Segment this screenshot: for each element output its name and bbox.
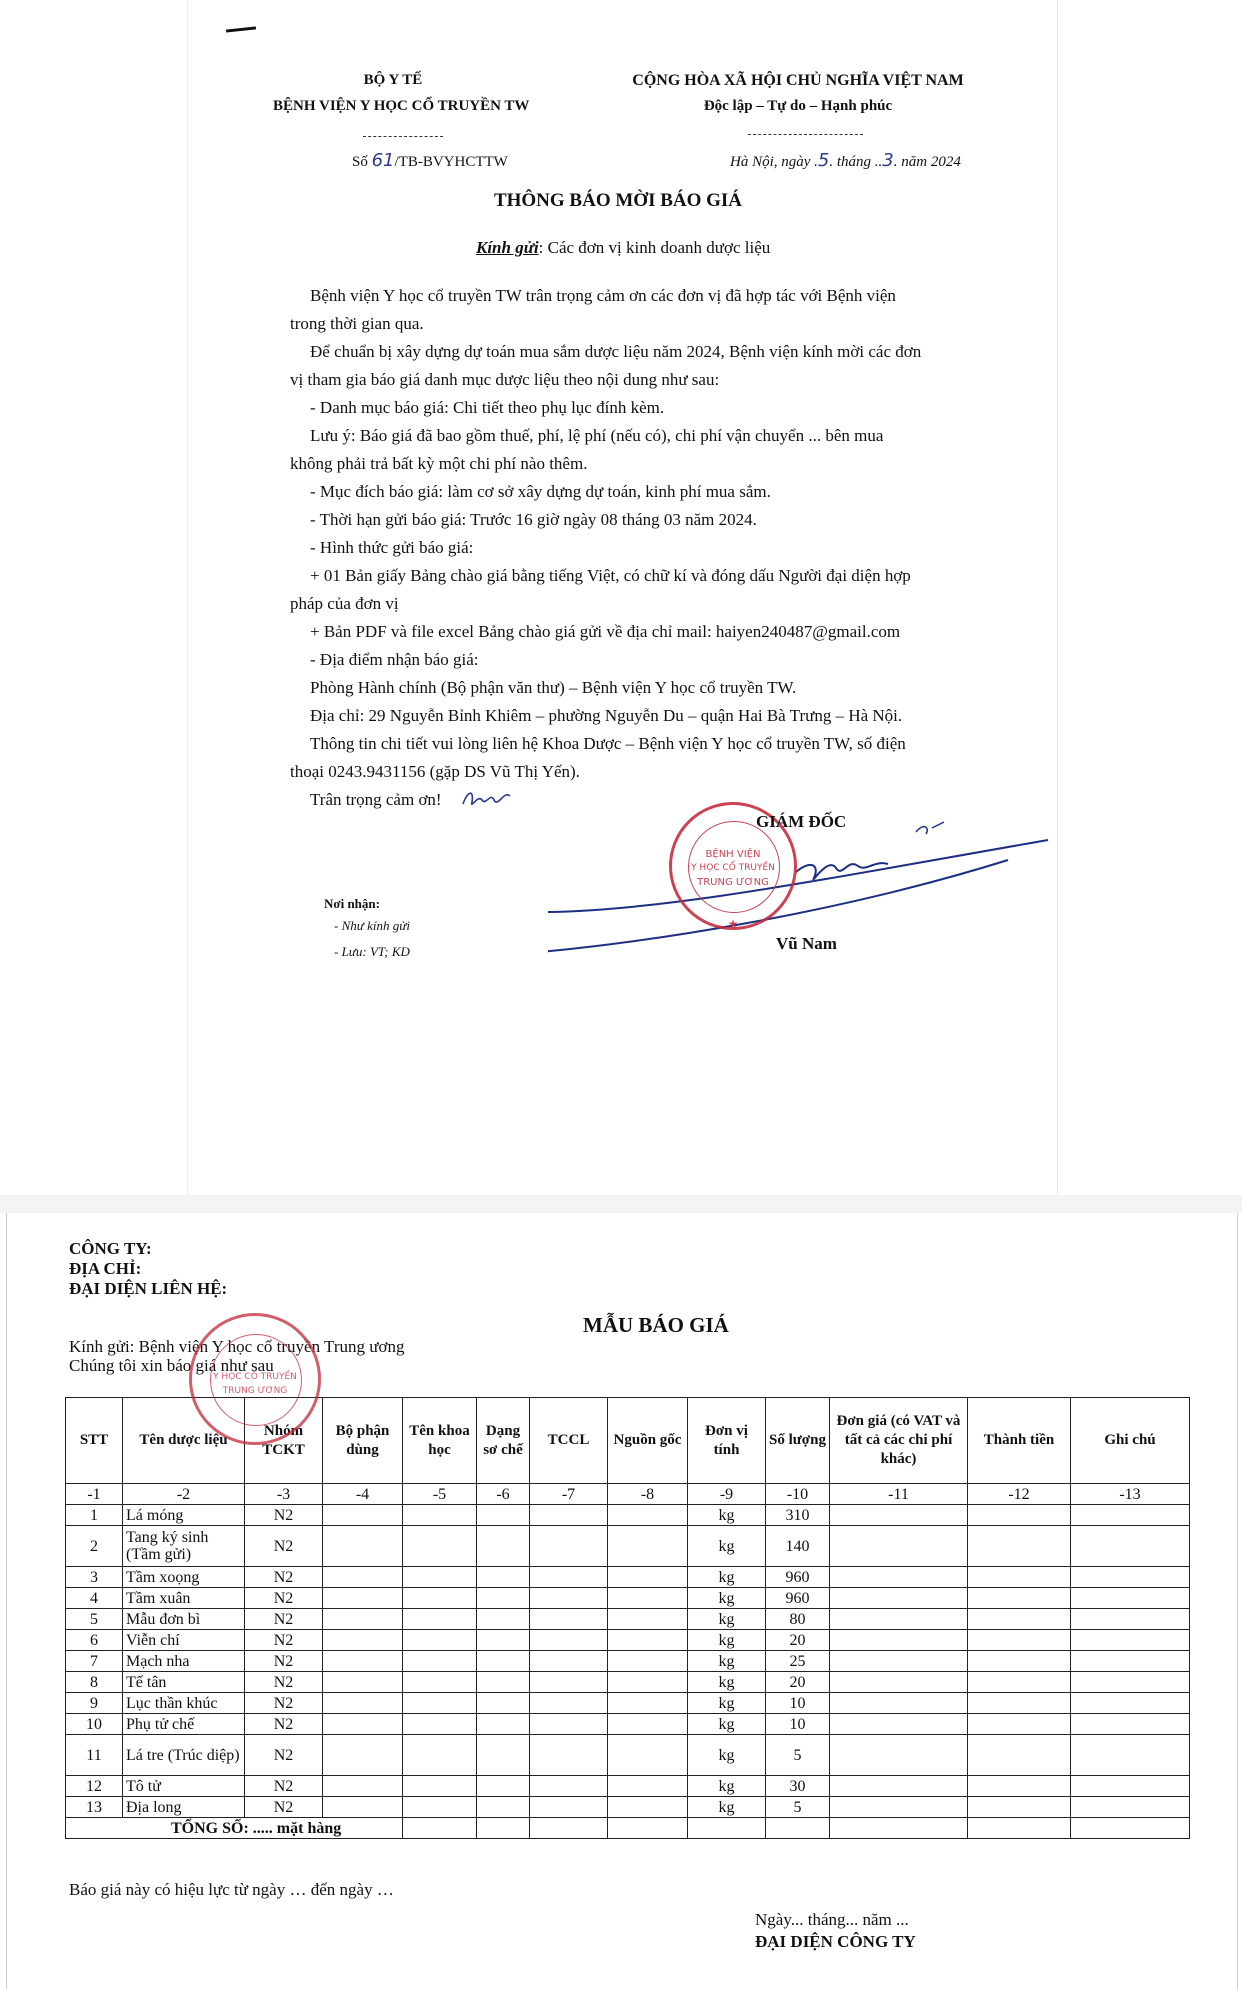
- table-row: 5 Mẫu đơn bì N2 kg 80: [66, 1609, 1190, 1630]
- header-cell: Nguồn gốc: [608, 1398, 688, 1484]
- table-row: 8 Tế tân N2 kg 20: [66, 1672, 1190, 1693]
- body-line: không phải trả bất kỳ một chi phí nào thêm.: [290, 454, 588, 473]
- body-line: Phòng Hành chính (Bộ phận văn thư) – Bệnh viện Y học cổ truyền TW.: [310, 678, 797, 697]
- table-row: 11 Lá tre (Trúc diệp) N2 kg 5: [66, 1735, 1190, 1776]
- body-line: trong thời gian qua.: [290, 314, 424, 333]
- signer-title: GIÁM ĐỐC: [756, 812, 847, 831]
- pen-mark: [226, 26, 256, 32]
- header-cell: Ghi chú: [1071, 1398, 1190, 1484]
- body-line: - Mục đích báo giá: làm cơ sở xây dựng dự toán, kinh phí mua sắm.: [310, 482, 771, 501]
- header-cell: STT: [66, 1398, 123, 1484]
- divider: [363, 136, 443, 137]
- header-cell: TCCL: [530, 1398, 608, 1484]
- form-signer: ĐẠI DIỆN CÔNG TY: [755, 1932, 916, 1951]
- company-label: CÔNG TY:: [69, 1239, 152, 1258]
- header-cell: Bộ phận dùng: [323, 1398, 403, 1484]
- form-intro: Chúng tôi xin báo giá như sau: [69, 1356, 274, 1375]
- table-row: 10 Phụ tử chế N2 kg 10: [66, 1714, 1190, 1735]
- stamp-star-icon: ★: [727, 917, 739, 931]
- initials-signature: [460, 786, 520, 814]
- form-date-line: Ngày... tháng... năm ...: [755, 1910, 909, 1929]
- table-row: 1 Lá móng N2 kg 310: [66, 1505, 1190, 1526]
- validity-note: Báo giá này có hiệu lực từ ngày … đến ngày …: [69, 1880, 394, 1899]
- body-line: Bệnh viện Y học cổ truyền TW trân trọng cảm ơn các đơn vị đã hợp tác với Bệnh viện: [310, 286, 896, 305]
- quote-form-page: [6, 1213, 1238, 1989]
- hospital-stamp: Y HỌC CỔ TRUYỀN TRUNG ƯƠNG: [189, 1313, 321, 1445]
- body-line: + 01 Bản giấy Bảng chào giá bằng tiếng Việt, có chữ kí và đóng dấu Người đại diện hợp: [310, 566, 911, 585]
- form-title: MẪU BÁO GIÁ: [583, 1313, 729, 1337]
- recipient-line: Kính gửi: Các đơn vị kinh doanh dược liệu: [476, 238, 771, 257]
- recipients-label: Nơi nhận:: [324, 896, 380, 911]
- body-line: - Danh mục báo giá: Chi tiết theo phụ lục đính kèm.: [310, 398, 665, 417]
- body-line: thoại 0243.9431156 (gặp DS Vũ Thị Yến).: [290, 762, 580, 781]
- notice-title: THÔNG BÁO MỜI BÁO GIÁ: [493, 190, 743, 211]
- body-line: - Thời hạn gửi báo giá: Trước 16 giờ ngày 08 tháng 03 năm 2024.: [310, 510, 757, 529]
- table-row: 7 Mạch nha N2 kg 25: [66, 1651, 1190, 1672]
- ministry-name: BỘ Y TẾ: [363, 72, 423, 88]
- table-row: 13 Địa long N2 kg 5: [66, 1797, 1190, 1818]
- body-line: - Địa điểm nhận báo giá:: [310, 650, 479, 669]
- column-number-row: -1 -2 -3 -4 -5 -6 -7 -8 -9 -10 -11 -12 -13: [66, 1484, 1190, 1505]
- hospital-stamp: BỆNH VIỆN Y HỌC CỔ TRUYỀN TRUNG ƯƠNG ★: [669, 802, 797, 930]
- header-cell: Tên dược liệu: [123, 1398, 245, 1484]
- notice-page: [187, 0, 1058, 1195]
- header-cell: Đơn vị tính: [688, 1398, 766, 1484]
- document-number: Số 61/TB-BVYHCTTW: [352, 150, 508, 171]
- table-row: 6 Viễn chí N2 kg 20: [66, 1630, 1190, 1651]
- national-motto: Độc lập – Tự do – Hạnh phúc: [703, 98, 893, 114]
- recipient-item: - Như kính gửi: [334, 918, 410, 933]
- header-cell: Tên khoa học: [403, 1398, 477, 1484]
- table-row: 9 Lục thần khúc N2 kg 10: [66, 1693, 1190, 1714]
- header-cell: Đơn giá (có VAT và tất cả các chi phí khác): [830, 1398, 968, 1484]
- body-line: vị tham gia báo giá danh mục dược liệu theo nội dung như sau:: [290, 370, 720, 389]
- signer-name: Vũ Nam: [776, 934, 837, 953]
- header-cell: Dạng sơ chế: [477, 1398, 530, 1484]
- form-recipient: Kính gửi: Bệnh viện Y học cổ truyền Trung ương: [69, 1337, 405, 1356]
- price-quote-table: [65, 1397, 1190, 1839]
- handwritten-number: 61: [371, 150, 395, 171]
- body-line: Để chuẩn bị xây dựng dự toán mua sắm dược liệu năm 2024, Bệnh viện kính mời các đơn: [310, 342, 922, 361]
- recipient-item: - Lưu: VT; KD: [334, 944, 410, 959]
- body-line: Lưu ý: Báo giá đã bao gồm thuế, phí, lệ phí (nếu có), chi phí vận chuyển ... bên mua: [310, 426, 884, 445]
- header-cell: Số lượng: [766, 1398, 830, 1484]
- body-line: Địa chỉ: 29 Nguyễn Bỉnh Khiêm – phường Nguyễn Du – quận Hai Bà Trưng – Hà Nội.: [310, 706, 903, 725]
- body-line: - Hình thức gửi báo giá:: [310, 538, 474, 557]
- table-row: 3 Tầm xoọng N2 kg 960: [66, 1567, 1190, 1588]
- table-row: 4 Tầm xuân N2 kg 960: [66, 1588, 1190, 1609]
- body-line: + Bản PDF và file excel Bảng chào giá gửi về địa chỉ mail: haiyen240487@gmail.com: [310, 622, 901, 641]
- hospital-name: BỆNH VIỆN Y HỌC CỔ TRUYỀN TW: [273, 98, 530, 114]
- document-date: Hà Nội, ngày .5. tháng ..3. năm 2024: [730, 150, 961, 171]
- contact-label: ĐẠI DIỆN LIÊN HỆ:: [69, 1279, 228, 1298]
- body-line: Thông tin chi tiết vui lòng liên hệ Khoa Dược – Bệnh viện Y học cổ truyền TW, số điện: [310, 734, 906, 753]
- header-cell: Thành tiền: [968, 1398, 1071, 1484]
- closing-line: Trân trọng cảm ơn!: [310, 790, 442, 809]
- republic-name: CỘNG HÒA XÃ HỘI CHỦ NGHĨA VIỆT NAM: [632, 72, 964, 89]
- page-gap: [0, 1195, 1242, 1213]
- total-row: TỔNG SỐ: ..... mặt hàng: [66, 1818, 1190, 1839]
- body-line: pháp của đơn vị: [290, 594, 399, 613]
- address-label: ĐỊA CHỈ:: [69, 1259, 142, 1278]
- table-row: 12 Tô tử N2 kg 30: [66, 1776, 1190, 1797]
- table-row: 2 Tang ký sinh (Tầm gửi) N2 kg 140: [66, 1526, 1190, 1567]
- divider: [748, 134, 863, 135]
- header-cell: Nhóm TCKT: [245, 1398, 323, 1484]
